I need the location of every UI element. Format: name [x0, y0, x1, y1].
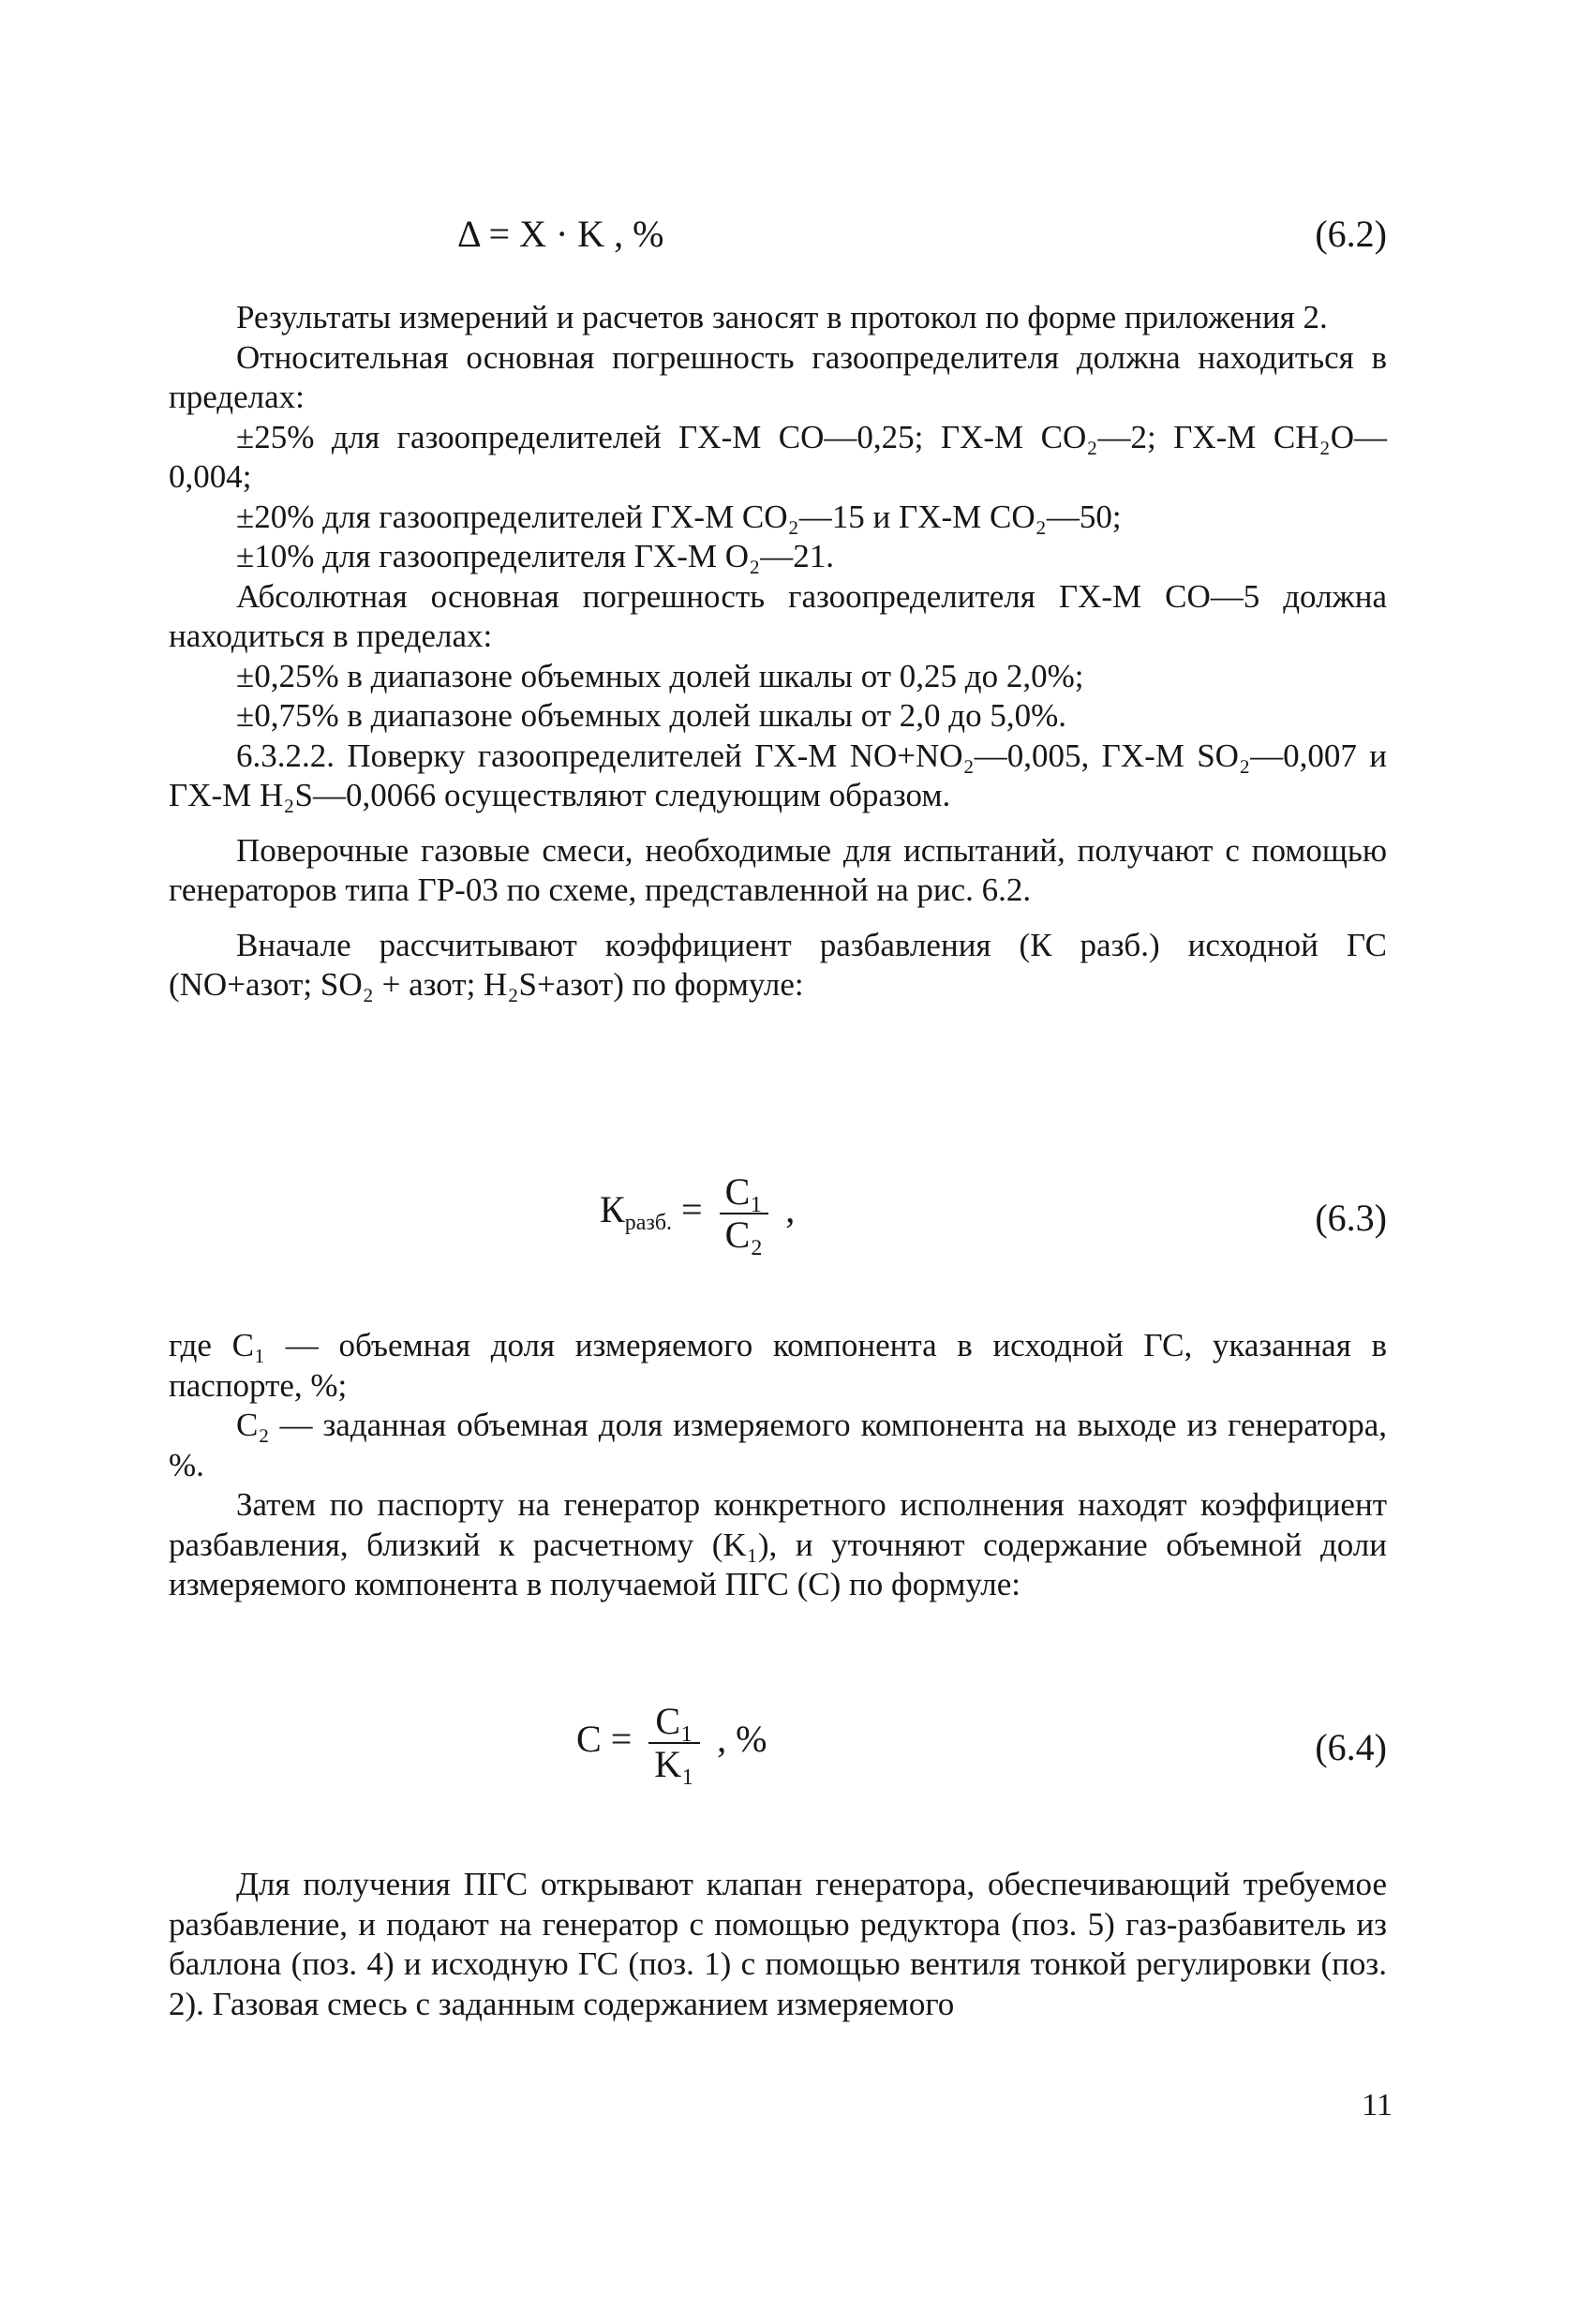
paragraph-section-6-3-2-2: 6.3.2.2. Поверку газоопределителей ГХ-М NO+NO₂—0,005, ГХ-М SO₂—0,007 и ГХ-М H₂S—0,0066 осуществляют следующим образом. [169, 737, 1387, 813]
paragraph-c2: C₂ — заданная объемная доля измеряемого компонента на выходе из генератора, %. [169, 1407, 1387, 1483]
paragraph-tolerance-10: ±10% для газоопределителя ГХ-М О₂—21. [236, 538, 834, 574]
paragraph-range-high: ±0,75% в диапазоне объемных долей шкалы от 2,0 до 5,0%. [236, 697, 1066, 734]
formula-6-3-denominator: C₂ [724, 1214, 764, 1256]
text-block-1 [169, 298, 1387, 1006]
formula-6-4-denominator: K₁ [654, 1743, 695, 1785]
formula-6-2 [169, 212, 1387, 257]
paragraph-dilution-coefficient: Вначале рассчитывают коэффициент разбавления (К разб.) исходной ГС (NO+азот; SO₂ + азот; H₂S+азот) по формуле: [169, 926, 1387, 1003]
formula-6-4-expression [576, 1701, 767, 1785]
formula-6-3-equals: = [681, 1188, 703, 1231]
formula-6-3-expression [600, 1171, 795, 1256]
formula-6-4-number: (6.4) [1315, 1726, 1387, 1768]
paragraph-passport: Затем по паспорту на генератор конкретного исполнения находят коэффициент разбавления, близкий к расчетному (K₁), и уточняют содержание объемной доли измеряемого компонента в получаемой ПГС (С) по формуле: [169, 1486, 1387, 1602]
paragraph-tolerance-25: ±25% для газоопределителей ГХ-М СО—0,25; ГХ-М СО₂—2; ГХ-М СН₂О—0,004; [169, 418, 1387, 495]
formula-6-3-lhs: К [600, 1188, 625, 1231]
text-block-2 [169, 1326, 1387, 1605]
formula-6-3-tail: , [785, 1188, 796, 1231]
paragraph-range-low: ±0,25% в диапазоне объемных долей шкалы от 0,25 до 2,0%; [236, 657, 1084, 694]
formula-6-3-lhs-subscript: разб. [624, 1211, 673, 1236]
paragraph-obtaining-pgs: Для получения ПГС открывают клапан генератора, обеспечивающий требуемое разбавление, и подают на генератор с помощью редуктора (поз. 5) газ-разбавитель из баллона (поз. 4) и исходную ГС (поз. 1) с помощью вентиля тонкой регулировки (поз. 2). Газовая смесь с заданным содержанием измеряемого [169, 1866, 1387, 2022]
paragraph-absolute-error: Абсолютная основная погрешность газоопределителя ГХ-М СО—5 должна находиться в пределах: [169, 577, 1387, 654]
formula-6-2-expression: Δ = X · K , % [457, 213, 664, 255]
formula-6-4 [169, 1701, 1387, 1795]
formula-6-2-number: (6.2) [1315, 213, 1387, 255]
paragraph-test-mixtures: Поверочные газовые смеси, необходимые для испытаний, получают с помощью генераторов типа ГР-03 по схеме, представленной на рис. 6.2. [169, 831, 1387, 908]
page-number: 11 [1362, 2088, 1393, 2123]
formula-6-3-numerator: C₁ [720, 1171, 769, 1214]
text-block-3 [169, 1865, 1387, 2024]
formula-6-3 [169, 1171, 1387, 1265]
formula-6-4-lhs: С [576, 1718, 602, 1761]
paragraph-results: Результаты измерений и расчетов заносят в протокол по форме приложения 2. [236, 299, 1328, 335]
paragraph-tolerance-20: ±20% для газоопределителей ГХ-М СО₂—15 и ГХ-М СО₂—50; [236, 498, 1122, 535]
paragraph-relative-error: Относительная основная погрешность газоопределителя должна находиться в пределах: [169, 338, 1387, 415]
formula-6-4-equals: = [610, 1718, 633, 1761]
paragraph-where-c1: где C₁ — объемная доля измеряемого компонента в исходной ГС, указанная в паспорте, %; [169, 1327, 1387, 1404]
formula-6-3-number: (6.3) [1315, 1197, 1387, 1239]
formula-6-4-numerator: C₁ [648, 1701, 700, 1744]
formula-6-4-tail: , % [717, 1718, 767, 1761]
formula-6-3-fraction [720, 1171, 769, 1256]
formula-6-4-fraction [648, 1701, 700, 1785]
